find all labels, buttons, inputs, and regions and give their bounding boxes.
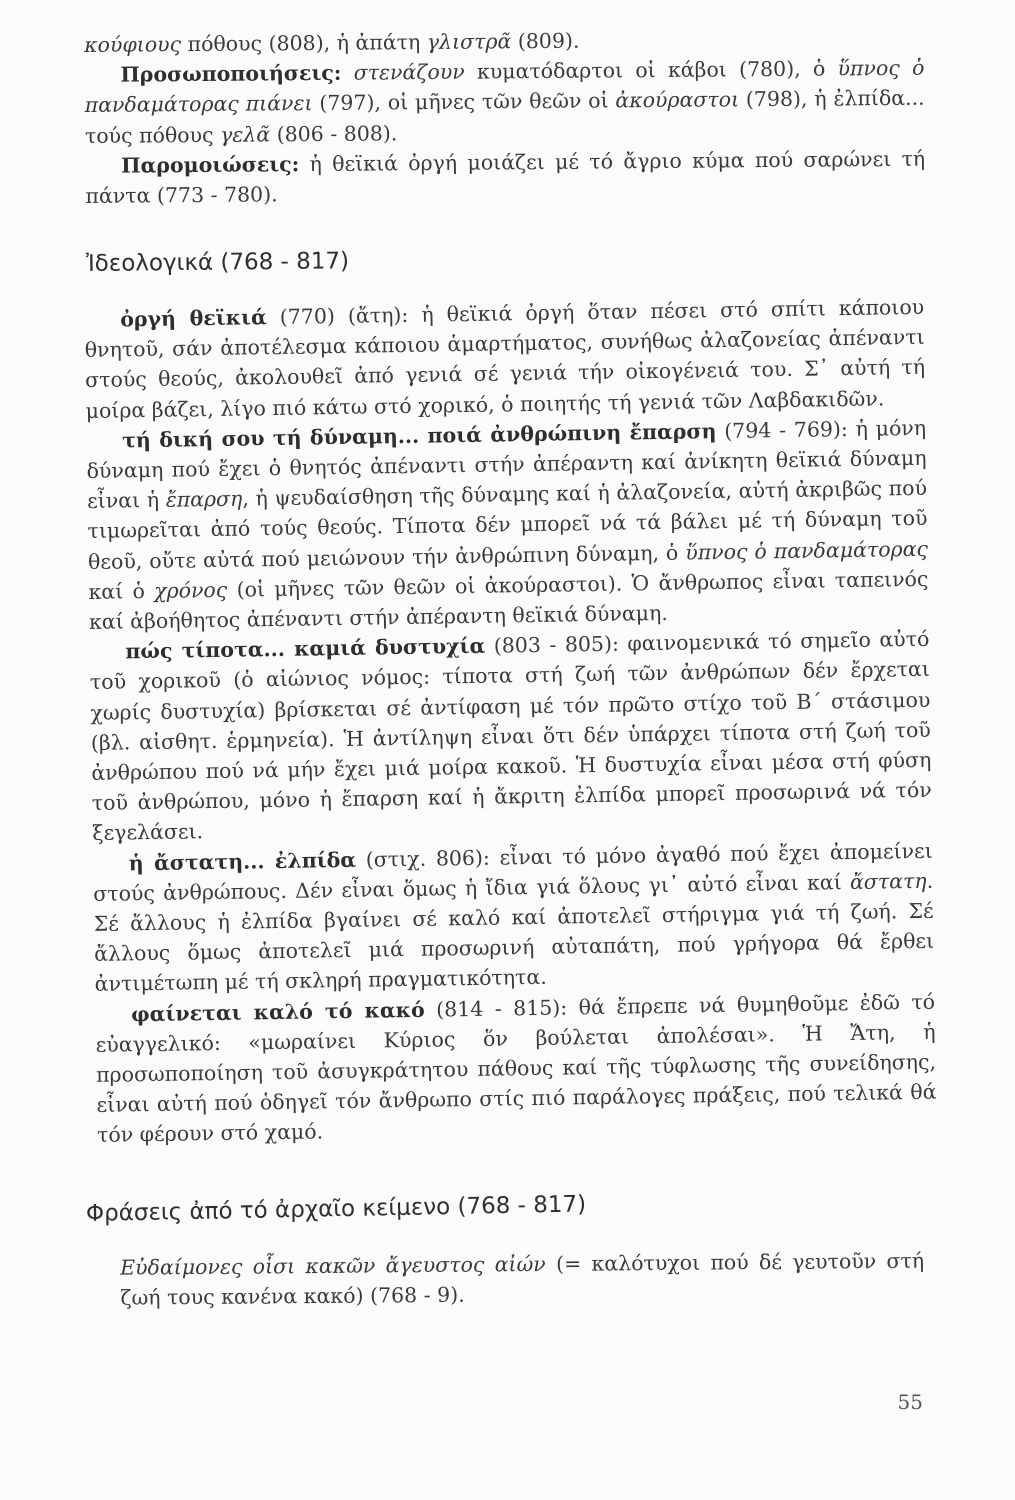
similes-paragraph: Παρομοιώσεις: ἡ θεϊκιά ὀργή μοιάζει μέ τό ἄγριο κύμα πού σαρώνει τή πάντα (773 - 780). [85, 146, 926, 209]
ancient-quote: Εὐδαίμονες οἷσι κακῶν ἄγευστος αἰών (= καλότυχοι πού δέ γευτοῦν στή ζωή τους κανένα κακό) (768 - 9). [120, 1248, 925, 1310]
top-block [84, 23, 926, 212]
personifications-paragraph: Προσωποποιήσεις: στενάζουν κυματόδαρτοι οἱ κάβοι (780), ὁ ὕπνος ὁ πανδαμάτορας πιάνει (797), οἱ μῆνες τῶν θεῶν οἱ ἀκούραστοι (798), ἡ ἐλπίδα... τούς πόθους γελᾶ (806 - 808). [84, 55, 925, 148]
section-heading-ideological: Ἰδεολογικά (768 - 817) [85, 248, 350, 278]
paragraph-misfortune: πώς τίποτα... καμιά δυστυχία (803 - 805): φαινομενικά τό σημεῖο αὐτό τοῦ χορικοῦ (ὁ αἰώνιος νόμος: τίποτα στή ζωή τῶν ἀνθρώπων δέν ἔρχεται χωρίς δυστυχία) βρίσκεται σέ ἀντίφαση μέ τόν πρῶτο στίχο τοῦ Β´ στάσιμου (βλ. αἰσθητ. ἑρμηνεία). Ἡ ἀντίληψη εἶναι ὅτι δέν ὑπάρχει τίποτα στή ζωή τοῦ ἀνθρώπου πού νά μήν ἔχει μιά μοίρα κακοῦ. Ἡ δυστυχία εἶναι μέσα στή φύση τοῦ ἀνθρώπου, μόνο ἡ ἔπαρση καί ἡ ἄκριτη ἐλπίδα μπορεῖ προσωρινά νά τόν ξεγελάσει. [89, 627, 932, 846]
section-heading-phrases: Φράσεις ἀπό τό ἀρχαῖο κείμενο (768 - 817) [85, 1191, 587, 1227]
page-body [84, 28, 937, 1313]
personifications-label: Προσωποποιήσεις: [120, 60, 342, 87]
similes-label: Παρομοιώσεις: [121, 151, 300, 178]
paragraph-divine-wrath: ὀργή θεϊκιά (770) (ἄτη): ἡ θεϊκιά ὀργή ὅταν πέσει στό σπίτι κάποιου θνητοῦ, σάν ἀποτέλεσμα κάποιου ἁμαρτήματος, συνήθως ἀλαζονείας ἀπέναντι στούς θεούς, ἀκολουθεῖ ἀπό γενιά σέ γενιά τήν οἰκογένειά του. Σ᾽ αὐτή τή μοίρα βάζει, λίγο πιό κάτω στό χορικό, ὁ ποιητής τή γενιά τῶν Λαβδακιδῶν. [84, 295, 926, 423]
paragraph-evil-seems-good: φαίνεται καλό τό κακό (814 - 815): θά ἔπρεπε νά θυμηθοῦμε ἐδῶ τό εὐαγγελικό: «μωραίνει Κύριος ὅν βούλεται ἀπολέσαι». Ἡ Ἄτη, ἡ προσωποποίηση τοῦ ἀσυγκράτητου πάθους καί τῆς τύφλωσης τῆς συνείδησης, εἶναι αὐτή πού ὁδηγεῖ τόν ἄνθρωπο στίς πιό παράλογες πράξεις, πού τελικά θά τόν φέρουν στό χαμό. [95, 989, 937, 1148]
paragraph-hope: ἡ ἄστατη... ἐλπίδα (στιχ. 806): εἶναι τό μόνο ἀγαθό πού ἔχει ἀπομείνει στούς ἀνθρώπους. Δέν εἶναι ὅμως ἡ ἴδια γιά ὅλους γι᾽ αὐτό εἶναι καί ἄστατη. Σέ ἄλλους ἡ ἐλπίδα βγαίνει σέ καλό καί ἀποτελεῖ στήριγμα γιά τή ζωή. Σέ ἄλλους ὅμως ἀποτελεῖ μιά προσωρινή αὐταπάτη, πού γρήγορα θά ἔρθει ἀντιμέτωπη μέ τή σκληρή πραγματικότητα. [93, 838, 935, 997]
phrases-block [84, 1246, 924, 1314]
page-number: 55 [897, 1390, 923, 1414]
paragraph-arrogance: τή δική σου τή δύναμη... ποιά ἀνθρώπινη ἔπαρση (794 - 769): ἡ μόνη δύναμη πού ἔχει ὁ θνητός ἀπέναντι στήν ἀπέραντη καί ἀνίκητη θεϊκιά δύναμη εἶναι ἡ ἔπαρση, ἡ ψευδαίσθηση τῆς δύναμης καί ἡ ἀλαζονεία, αὐτή ἀκριβῶς πού τιμωρεῖται ἀπό τούς θεούς. Τίποτα δέν μπορεῖ νά τά βάλει μέ τή δύναμη τοῦ θεοῦ, οὔτε αὐτά πού μειώνουν τήν ἀνθρώπινη δύναμη, ὁ ὕπνος ὁ πανδαμάτορας καί ὁ χρόνος (οἱ μῆνες τῶν θεῶν οἱ ἀκούραστοι). Ὁ ἄνθρωπος εἶναι ταπεινός καί ἀβοήθητος ἀπέναντι στήν ἀπέραντη θεϊκιά δύναμη. [86, 415, 929, 635]
ideological-block [84, 292, 937, 1151]
continuation-line: κούφιους πόθους (808), ἡ ἀπάτη γλιστρᾶ (809). [84, 28, 580, 57]
